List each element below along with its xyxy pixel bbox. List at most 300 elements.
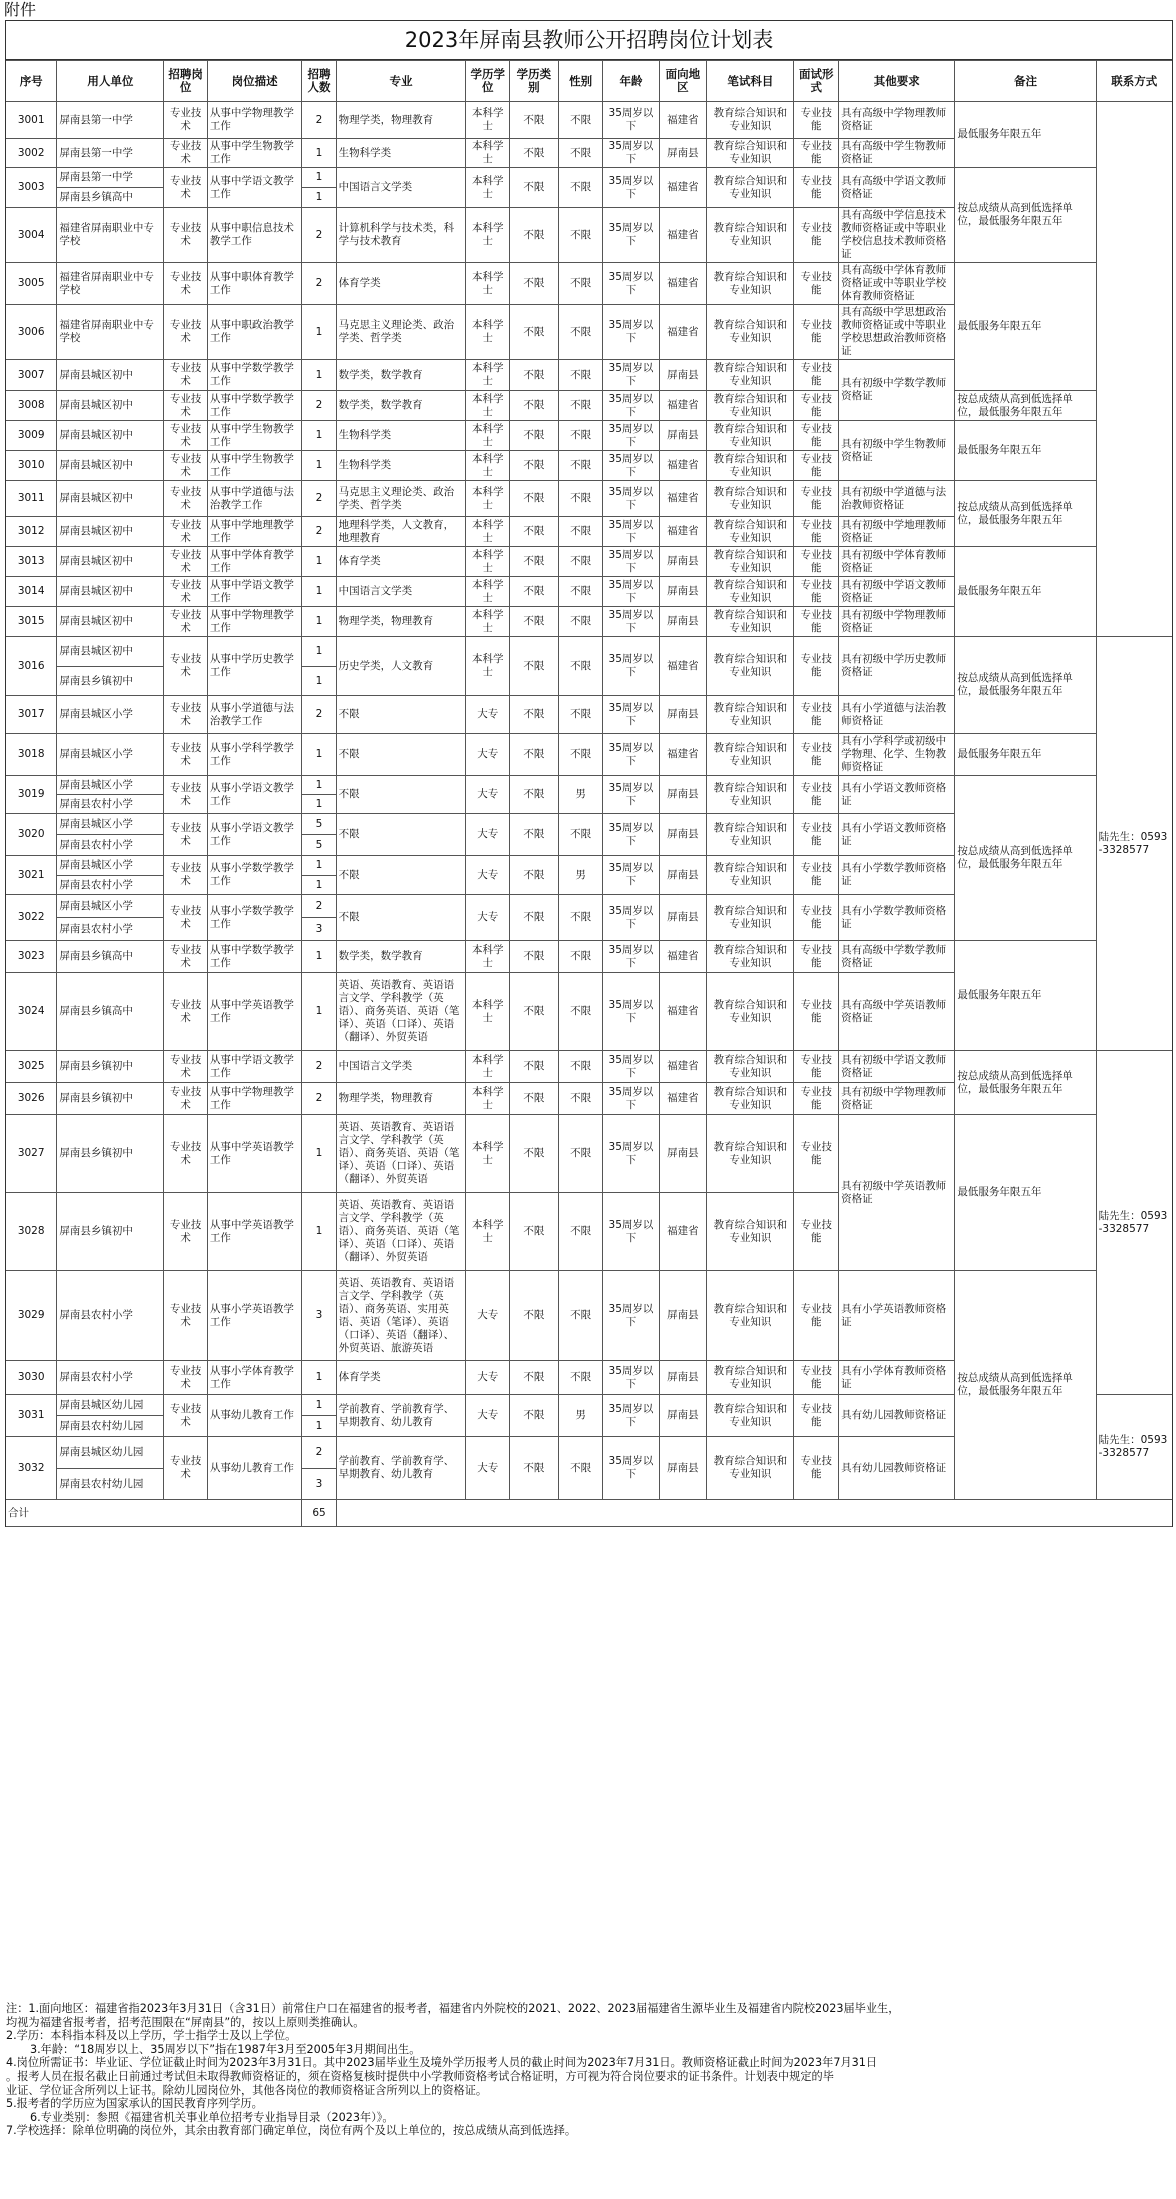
sex-cell: 不限 [558,547,603,577]
category-cell: 不限 [510,1437,559,1500]
education-cell: 大专 [466,734,510,776]
remark-cell: 最低服务年限五年 [955,263,1096,391]
unit-cell: 屏南县城区初中 [57,481,164,517]
major-cell: 生物科学类 [336,421,466,451]
table-row [6,391,1172,421]
exam-subject-cell: 教育综合知识和专业知识 [707,102,794,139]
interview-cell: 专业技能 [794,517,839,547]
sex-cell: 不限 [558,421,603,451]
area-cell: 屏南县 [659,577,707,607]
age-cell: 35周岁以下 [603,1115,659,1193]
area-cell: 屏南县 [659,895,707,941]
post-cell: 专业技术 [164,481,208,517]
major-cell: 物理学类，物理教育 [336,102,466,139]
requirement-cell: 具有初级中学道德与法治教师资格证 [839,481,955,517]
area-cell: 屏南县 [659,1395,707,1437]
exam-subject-cell: 教育综合知识和专业知识 [707,637,794,696]
table-row [6,263,1172,305]
requirement-cell: 具有小学语文教师资格证 [839,776,955,814]
category-cell: 不限 [510,451,559,481]
category-cell: 不限 [510,607,559,637]
area-cell: 福建省 [659,637,707,696]
remark-cell: 按总成绩从高到低选择单位，最低服务年限五年 [955,776,1096,941]
interview-cell: 专业技能 [794,1051,839,1083]
age-cell: 35周岁以下 [603,421,659,451]
education-cell: 本科学士 [466,637,510,696]
sex-cell: 不限 [558,814,603,856]
age-cell: 35周岁以下 [603,856,659,895]
row-id-cell: 3021 [6,856,57,895]
unit-cell: 屏南县城区初中 [57,607,164,637]
attachment-label: 附件 [4,0,37,19]
education-cell: 本科学士 [466,973,510,1051]
sex-cell: 不限 [558,1051,603,1083]
exam-subject-cell: 教育综合知识和专业知识 [707,1193,794,1271]
education-cell: 本科学士 [466,607,510,637]
row-id-cell: 3014 [6,577,57,607]
exam-subject-cell: 教育综合知识和专业知识 [707,1083,794,1115]
category-cell: 不限 [510,734,559,776]
sex-cell: 不限 [558,391,603,421]
unit-cell: 屏南县乡镇初中 [57,667,164,696]
post-cell: 专业技术 [164,208,208,263]
unit-cell: 屏南县城区初中 [57,517,164,547]
exam-subject-cell: 教育综合知识和专业知识 [707,1115,794,1193]
total-empty-cell [336,1500,1172,1527]
header-cell: 年龄 [603,61,659,102]
major-cell: 马克思主义理论类、政治学类、哲学类 [336,305,466,360]
area-cell: 福建省 [659,1083,707,1115]
unit-cell: 屏南县乡镇初中 [57,1115,164,1193]
exam-subject-cell: 教育综合知识和专业知识 [707,973,794,1051]
remark-cell: 最低服务年限五年 [955,734,1096,776]
count-cell: 1 [302,637,336,667]
count-cell: 1 [302,667,336,696]
description-cell: 从事中学数学教学工作 [207,391,301,421]
description-cell: 从事小学数学教学工作 [207,895,301,941]
major-cell: 不限 [336,856,466,895]
interview-cell: 专业技能 [794,102,839,139]
sex-cell: 不限 [558,139,603,168]
row-id-cell: 3019 [6,776,57,814]
category-cell: 不限 [510,139,559,168]
category-cell: 不限 [510,895,559,941]
recruitment-table [6,60,1172,1527]
total-label-cell: 合计 [6,1500,302,1527]
table-row [6,481,1172,517]
description-cell: 从事中职政治教学工作 [207,305,301,360]
area-cell: 屏南县 [659,360,707,391]
interview-cell: 专业技能 [794,895,839,941]
unit-cell: 屏南县城区初中 [57,421,164,451]
area-cell: 福建省 [659,941,707,973]
area-cell: 福建省 [659,1193,707,1271]
header-cell: 学历学位 [466,61,510,102]
unit-cell: 福建省屏南职业中专学校 [57,263,164,305]
category-cell: 不限 [510,1193,559,1271]
area-cell: 福建省 [659,263,707,305]
area-cell: 屏南县 [659,607,707,637]
remark-cell: 按总成绩从高到低选择单位，最低服务年限五年 [955,637,1096,734]
interview-cell: 专业技能 [794,941,839,973]
unit-cell: 屏南县农村小学 [57,1271,164,1361]
education-cell: 本科学士 [466,168,510,208]
exam-subject-cell: 教育综合知识和专业知识 [707,421,794,451]
count-cell: 1 [302,856,336,876]
education-cell: 本科学士 [466,263,510,305]
age-cell: 35周岁以下 [603,168,659,208]
post-cell: 专业技术 [164,1271,208,1361]
major-cell: 不限 [336,776,466,814]
exam-subject-cell: 教育综合知识和专业知识 [707,208,794,263]
exam-subject-cell: 教育综合知识和专业知识 [707,263,794,305]
row-id-cell: 3022 [6,895,57,941]
count-cell: 1 [302,1395,336,1416]
interview-cell: 专业技能 [794,1193,839,1271]
post-cell: 专业技术 [164,776,208,814]
age-cell: 35周岁以下 [603,696,659,734]
unit-cell: 屏南县城区小学 [57,814,164,835]
description-cell: 从事中职体育教学工作 [207,263,301,305]
major-cell: 地理科学类，人文教育，地理教育 [336,517,466,547]
interview-cell: 专业技能 [794,1115,839,1193]
interview-cell: 专业技能 [794,637,839,696]
area-cell: 福建省 [659,305,707,360]
requirement-cell: 具有高级中学英语教师资格证 [839,973,955,1051]
count-cell: 5 [302,814,336,835]
major-cell: 计算机科学与技术类，科学与技术教育 [336,208,466,263]
unit-cell: 屏南县农村小学 [57,835,164,856]
area-cell: 福建省 [659,481,707,517]
post-cell: 专业技术 [164,973,208,1051]
age-cell: 35周岁以下 [603,1051,659,1083]
post-cell: 专业技术 [164,139,208,168]
post-cell: 专业技术 [164,577,208,607]
age-cell: 35周岁以下 [603,895,659,941]
age-cell: 35周岁以下 [603,941,659,973]
row-id-cell: 3004 [6,208,57,263]
description-cell: 从事中学语文教学工作 [207,577,301,607]
major-cell: 英语、英语教育、英语语言文学、学科教学（英语）、商务英语、实用英语、英语（笔译）、英语（口译）、英语（翻译）、外贸英语、旅游英语 [336,1271,466,1361]
description-cell: 从事中学英语教学工作 [207,1193,301,1271]
requirement-cell: 具有初级中学生物教师资格证 [839,421,955,481]
header-cell: 用人单位 [57,61,164,102]
requirement-cell: 具有高级中学语文教师资格证 [839,168,955,208]
description-cell: 从事中学生物教学工作 [207,451,301,481]
area-cell: 福建省 [659,734,707,776]
sex-cell: 不限 [558,451,603,481]
count-cell: 1 [302,451,336,481]
interview-cell: 专业技能 [794,481,839,517]
category-cell: 不限 [510,1051,559,1083]
age-cell: 35周岁以下 [603,973,659,1051]
age-cell: 35周岁以下 [603,637,659,696]
header-cell: 招聘人数 [302,61,336,102]
post-cell: 专业技术 [164,263,208,305]
row-id-cell: 3006 [6,305,57,360]
note-line: 4.岗位所需证书：毕业证、学位证截止时间为2023年3月31日。其中2023届毕业生及境外学历报考人员的截止时间为2023年7月31日。教师资格证截止时间为2023年7月31日 [6,2056,878,2070]
exam-subject-cell: 教育综合知识和专业知识 [707,139,794,168]
education-cell: 本科学士 [466,139,510,168]
row-id-cell: 3010 [6,451,57,481]
interview-cell: 专业技能 [794,607,839,637]
education-cell: 大专 [466,1395,510,1437]
post-cell: 专业技术 [164,517,208,547]
major-cell: 数学类，数学教育 [336,941,466,973]
requirement-cell: 具有初级中学地理教师资格证 [839,517,955,547]
major-cell: 体育学类 [336,263,466,305]
description-cell: 从事小学数学教学工作 [207,856,301,895]
category-cell: 不限 [510,1361,559,1395]
header-cell: 岗位描述 [207,61,301,102]
category-cell: 不限 [510,1115,559,1193]
age-cell: 35周岁以下 [603,1083,659,1115]
interview-cell: 专业技能 [794,421,839,451]
unit-cell: 屏南县第一中学 [57,102,164,139]
row-id-cell: 3023 [6,941,57,973]
requirement-cell: 具有幼儿园教师资格证 [839,1437,955,1500]
category-cell: 不限 [510,208,559,263]
remark-cell: 最低服务年限五年 [955,1115,1096,1271]
education-cell: 大专 [466,1437,510,1500]
row-id-cell: 3032 [6,1437,57,1500]
exam-subject-cell: 教育综合知识和专业知识 [707,1051,794,1083]
exam-subject-cell: 教育综合知识和专业知识 [707,168,794,208]
row-id-cell: 3030 [6,1361,57,1395]
sex-cell: 不限 [558,734,603,776]
area-cell: 屏南县 [659,547,707,577]
area-cell: 屏南县 [659,814,707,856]
category-cell: 不限 [510,421,559,451]
major-cell: 历史学类，人文教育 [336,637,466,696]
row-id-cell: 3008 [6,391,57,421]
unit-cell: 屏南县第一中学 [57,168,164,188]
row-id-cell: 3027 [6,1115,57,1193]
category-cell: 不限 [510,391,559,421]
row-id-cell: 3005 [6,263,57,305]
education-cell: 本科学士 [466,208,510,263]
education-cell: 本科学士 [466,941,510,973]
description-cell: 从事中学英语教学工作 [207,1115,301,1193]
age-cell: 35周岁以下 [603,360,659,391]
note-line: 注：1.面向地区：福建省指2023年3月31日（含31日）前常住户口在福建省的报考者，福建省内外院校的2021、2022、2023届福建省生源毕业生及福建省内院校2023届毕业生， [6,2002,900,2015]
row-id-cell: 3017 [6,696,57,734]
post-cell: 专业技术 [164,547,208,577]
count-cell: 2 [302,696,336,734]
category-cell: 不限 [510,973,559,1051]
post-cell: 专业技术 [164,637,208,696]
education-cell: 本科学士 [466,102,510,139]
major-cell: 中国语言文学类 [336,168,466,208]
age-cell: 35周岁以下 [603,547,659,577]
post-cell: 专业技术 [164,696,208,734]
description-cell: 从事中学物理教学工作 [207,1083,301,1115]
exam-subject-cell: 教育综合知识和专业知识 [707,696,794,734]
education-cell: 本科学士 [466,547,510,577]
table-row [6,168,1172,188]
post-cell: 专业技术 [164,305,208,360]
remark-cell: 按总成绩从高到低选择单位，最低服务年限五年 [955,168,1096,263]
contact-cell: 陆先生：0593-3328577 [1096,637,1172,1051]
education-cell: 大专 [466,856,510,895]
header-cell: 学历类别 [510,61,559,102]
education-cell: 本科学士 [466,1083,510,1115]
exam-subject-cell: 教育综合知识和专业知识 [707,734,794,776]
interview-cell: 专业技能 [794,139,839,168]
category-cell: 不限 [510,263,559,305]
exam-subject-cell: 教育综合知识和专业知识 [707,776,794,814]
unit-cell: 屏南县农村幼儿园 [57,1469,164,1500]
interview-cell: 专业技能 [794,1361,839,1395]
exam-subject-cell: 教育综合知识和专业知识 [707,517,794,547]
major-cell: 生物科学类 [336,451,466,481]
age-cell: 35周岁以下 [603,517,659,547]
count-cell: 3 [302,1271,336,1361]
requirement-cell: 具有初级中学历史教师资格证 [839,637,955,696]
education-cell: 本科学士 [466,517,510,547]
exam-subject-cell: 教育综合知识和专业知识 [707,1437,794,1500]
remark-cell: 最低服务年限五年 [955,102,1096,168]
unit-cell: 屏南县城区幼儿园 [57,1437,164,1469]
sex-cell: 不限 [558,1437,603,1500]
sex-cell: 不限 [558,102,603,139]
count-cell: 1 [302,1361,336,1395]
count-cell: 3 [302,1469,336,1500]
row-id-cell: 3025 [6,1051,57,1083]
interview-cell: 专业技能 [794,391,839,421]
post-cell: 专业技术 [164,451,208,481]
description-cell: 从事幼儿教育工作 [207,1437,301,1500]
exam-subject-cell: 教育综合知识和专业知识 [707,1271,794,1361]
description-cell: 从事中学生物教学工作 [207,421,301,451]
sex-cell: 不限 [558,1193,603,1271]
interview-cell: 专业技能 [794,1271,839,1361]
contact-cell: 陆先生：0593-3328577 [1096,1395,1172,1500]
row-id-cell: 3031 [6,1395,57,1437]
exam-subject-cell: 教育综合知识和专业知识 [707,360,794,391]
contact-cell [1096,102,1172,637]
description-cell: 从事中学物理教学工作 [207,102,301,139]
requirement-cell: 具有小学语文教师资格证 [839,814,955,856]
age-cell: 35周岁以下 [603,577,659,607]
post-cell: 专业技术 [164,1051,208,1083]
description-cell: 从事幼儿教育工作 [207,1395,301,1437]
count-cell: 2 [302,481,336,517]
sex-cell: 不限 [558,941,603,973]
note-line: 业证、学位证含所列以上证书。除幼儿园岗位外，其他各岗位的教师资格证含所列以上的资格证。 [6,2083,488,2097]
unit-cell: 屏南县城区小学 [57,696,164,734]
count-cell: 2 [302,895,336,918]
row-id-cell: 3002 [6,139,57,168]
education-cell: 大专 [466,776,510,814]
major-cell: 物理学类，物理教育 [336,607,466,637]
requirement-cell: 具有初级中学体育教师资格证 [839,547,955,577]
post-cell: 专业技术 [164,391,208,421]
description-cell: 从事中学数学教学工作 [207,941,301,973]
count-cell: 2 [302,391,336,421]
area-cell: 福建省 [659,517,707,547]
education-cell: 本科学士 [466,481,510,517]
area-cell: 福建省 [659,391,707,421]
header-cell: 联系方式 [1096,61,1172,102]
education-cell: 本科学士 [466,1193,510,1271]
interview-cell: 专业技能 [794,1395,839,1437]
remark-cell: 最低服务年限五年 [955,941,1096,1051]
unit-cell: 福建省屏南职业中专学校 [57,208,164,263]
note-line: 5.报考者的学历应为国家承认的国民教育序列学历。 [6,2097,263,2111]
area-cell: 屏南县 [659,1361,707,1395]
count-cell: 1 [302,139,336,168]
sex-cell: 不限 [558,895,603,941]
major-cell: 数学类，数学教育 [336,391,466,421]
area-cell: 屏南县 [659,696,707,734]
major-cell: 英语、英语教育、英语语言文学、学科教学（英语）、商务英语、英语（笔译）、英语（口译）、英语（翻译）、外贸英语 [336,973,466,1051]
count-cell: 2 [302,102,336,139]
header-cell: 面试形式 [794,61,839,102]
table-row [6,637,1172,667]
unit-cell: 屏南县农村小学 [57,876,164,895]
note-line: 2.学历：本科指本科及以上学历，学士指学士及以上学位。 [6,2029,297,2043]
header-cell: 序号 [6,61,57,102]
category-cell: 不限 [510,547,559,577]
education-cell: 大专 [466,1271,510,1361]
unit-cell: 屏南县城区初中 [57,547,164,577]
age-cell: 35周岁以下 [603,102,659,139]
area-cell: 屏南县 [659,856,707,895]
table-row [6,1115,1172,1193]
category-cell: 不限 [510,814,559,856]
unit-cell: 屏南县城区小学 [57,895,164,918]
education-cell: 本科学士 [466,360,510,391]
major-cell: 物理学类，物理教育 [336,1083,466,1115]
category-cell: 不限 [510,517,559,547]
description-cell: 从事中学道德与法治教学工作 [207,481,301,517]
major-cell: 不限 [336,895,466,941]
description-cell: 从事中学语文教学工作 [207,1051,301,1083]
unit-cell: 屏南县乡镇高中 [57,973,164,1051]
count-cell: 1 [302,577,336,607]
unit-cell: 屏南县城区小学 [57,734,164,776]
exam-subject-cell: 教育综合知识和专业知识 [707,895,794,941]
description-cell: 从事中职信息技术教学工作 [207,208,301,263]
description-cell: 从事中学历史教学工作 [207,637,301,696]
description-cell: 从事小学英语教学工作 [207,1271,301,1361]
count-cell: 1 [302,876,336,895]
note-line: 6.专业类别：参照《福建省机关事业单位招考专业指导目录（2023年）》。 [30,2110,394,2124]
post-cell: 专业技术 [164,1361,208,1395]
age-cell: 35周岁以下 [603,776,659,814]
education-cell: 本科学士 [466,1051,510,1083]
exam-subject-cell: 教育综合知识和专业知识 [707,451,794,481]
interview-cell: 专业技能 [794,360,839,391]
post-cell: 专业技术 [164,168,208,208]
unit-cell: 屏南县农村小学 [57,795,164,814]
row-id-cell: 3015 [6,607,57,637]
row-id-cell: 3018 [6,734,57,776]
area-cell: 屏南县 [659,421,707,451]
requirement-cell: 具有小学道德与法治教师资格证 [839,696,955,734]
count-cell: 3 [302,918,336,941]
education-cell: 本科学士 [466,451,510,481]
area-cell: 屏南县 [659,776,707,814]
row-id-cell: 3026 [6,1083,57,1115]
requirement-cell: 具有小学数学教师资格证 [839,895,955,941]
remark-cell: 按总成绩从高到低选择单位，最低服务年限五年 [955,391,1096,421]
description-cell: 从事小学语文教学工作 [207,814,301,856]
requirement-cell: 具有小学科学或初级中学物理、化学、生物教师资格证 [839,734,955,776]
sex-cell: 不限 [558,577,603,607]
interview-cell: 专业技能 [794,973,839,1051]
